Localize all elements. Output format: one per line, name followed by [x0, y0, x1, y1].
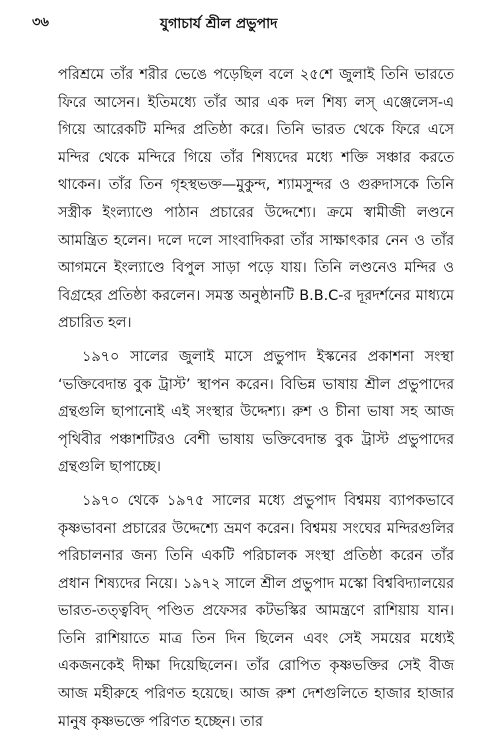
paragraph-2: ১৯৭০ সালের জুলাই মাসে প্রভুপাদ ইস্কনের প্রকাশনা সংস্থা ‘ভক্তিবেদান্ত বুক ট্রাস্ট’ স্থাপন করেন। বিভিন্ন ভাষায় শ্রীল প্রভুপাদের গ্রন্থগুলি ছাপানোই এই সংস্থার উদ্দেশ্য। রুশ ও চীনা ভাষা সহ আজ পৃথিবীর পঞ্চাশটিরও বেশী ভাষায় ভক্তিবেদান্ত বুক ট্রাস্ট প্রভুপাদের গ্রন্থগুলি ছাপাচ্ছে। — [58, 348, 454, 476]
paragraph-1: পরিশ্রমে তাঁর শরীর ভেঙে পড়েছিল বলে ২৫শে জুলাই তিনি ভারতে ফিরে আসেন। ইতিমধ্যে তাঁর আর এক দল শিষ্য লস্ এঞ্জেলেস-এ গিয়ে আরেকটি মন্দির প্রতিষ্ঠা করে। তিনি ভারত থেকে ফিরে এসে মন্দির থেকে মন্দিরে গিয়ে তাঁর শিষ্যদের মধ্যে শক্তি সঞ্চার করতে থাকেন। তাঁর তিন গৃহস্থভক্ত—মুকুন্দ, শ্যামসুন্দর ও গুরুদাসকে তিনি সস্ত্রীক ইংল্যাণ্ডে পাঠান প্রচারের উদ্দেশ্যে। ক্রমে স্বামীজী লণ্ডনে আমন্ত্রিত হলেন। দলে দলে সাংবাদিকরা তাঁর সাক্ষাৎকার নেন ও তাঁর আগমনে ইংল্যাণ্ডে বিপুল সাড়া পড়ে যায়। তিনি লণ্ডনেও মন্দির ও বিগ্রহের প্রতিষ্ঠা করলেন। সমস্ত অনুষ্ঠানটি B.B.C-র দূরদর্শনের মাধ্যমে প্রচারিত হল। — [58, 67, 454, 332]
page-number: ৩৬ — [32, 15, 49, 30]
paragraph-3: ১৯৭০ থেকে ১৯৭৫ সালের মধ্যে প্রভুপাদ বিশ্বময় ব্যাপকভাবে কৃষ্ণভাবনা প্রচারের উদ্দেশ্যে ভ্রমণ করেন। বিশ্বময় সংঘের মন্দিরগুলির পরিচালনার জন্য তিনি একটি পরিচালক সংস্থা প্রতিষ্ঠা করেন তাঁর প্রধান শিষ্যদের নিয়ে। ১৯৭২ সালে শ্রীল প্রভুপাদ মস্কো বিশ্ববিদ্যালয়ের ভারত-তত্ত্ববিদ্ পণ্ডিত প্রফেসর কটভস্কির আমন্ত্রণে রাশিয়ায় যান। তিনি রাশিয়াতে মাত্র তিন দিন ছিলেন এবং সেই সময়ের মধ্যেই একজনকেই দীক্ষা দিয়েছিলেন। তাঁর রোপিত কৃষ্ণভক্তির সেই বীজ আজ মহীরুহে পরিণত হয়েছে। আজ রুশ দেশগুলিতে হাজার হাজার মানুষ কৃষ্ণভক্তে পরিণত হচ্ছেন। তার — [58, 492, 454, 730]
running-head: যুগাচার্য শ্রীল প্রভুপাদ — [160, 16, 278, 32]
body-text — [58, 62, 454, 742]
